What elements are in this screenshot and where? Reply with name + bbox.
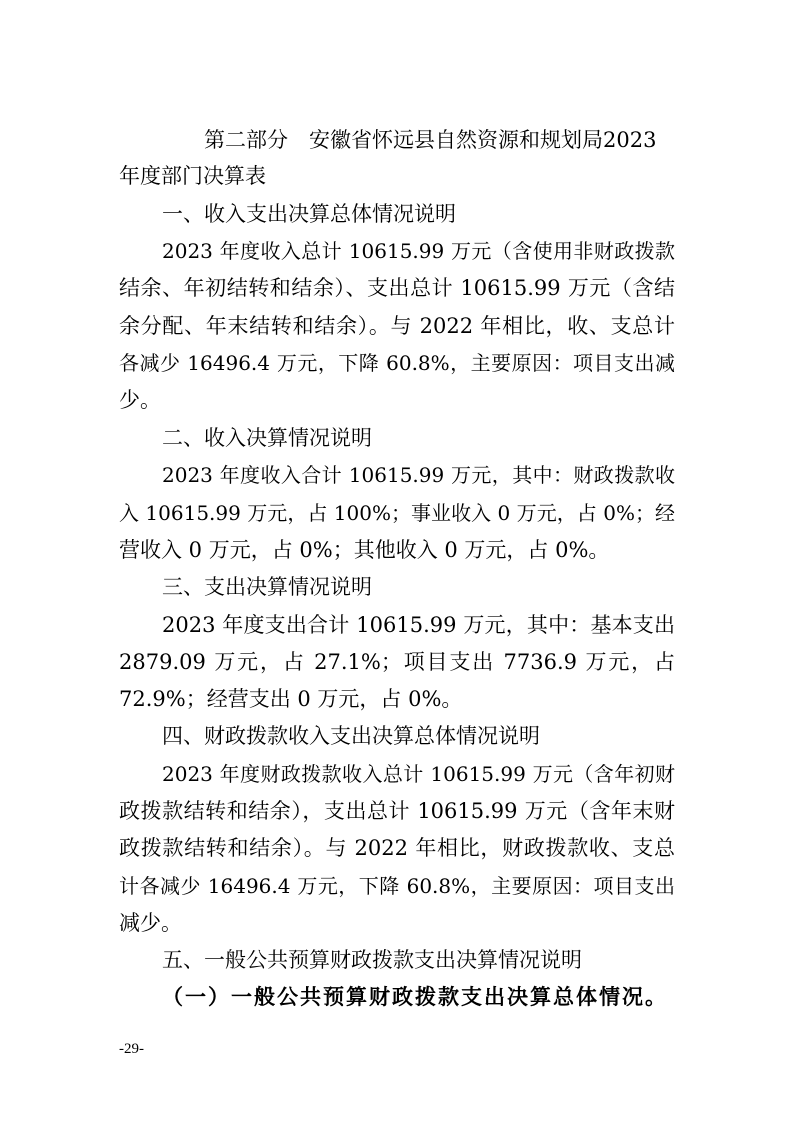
section-1-line-3: 余分配、年末结转和结余）。与 2022 年相比，收、支总计: [119, 314, 675, 338]
document-title-line-1: 第二部分 安徽省怀远县自然资源和规划局2023: [204, 128, 657, 152]
section-4-line-5: 减少。: [119, 911, 182, 935]
section-4-line-4: 计各减少 16496.4 万元，下降 60.8%，主要原因：项目支出: [119, 874, 675, 898]
section-2-heading: 二、收入决算情况说明: [162, 426, 372, 450]
section-3-line-1: 2023 年度支出合计 10615.99 万元，其中：基本支出: [162, 613, 675, 637]
section-4-heading: 四、财政拨款收入支出决算总体情况说明: [162, 724, 540, 748]
section-4-line-2: 政拨款结转和结余），支出总计 10615.99 万元（含年末财: [119, 799, 675, 823]
section-3-heading: 三、支出决算情况说明: [162, 575, 372, 599]
section-5-subheading: （一）一般公共预算财政拨款支出决算总体情况。: [162, 984, 668, 1009]
section-5-heading: 五、一般公共预算财政拨款支出决算情况说明: [162, 948, 582, 972]
section-1-line-2: 结余、年初结转和结余）、支出总计 10615.99 万元（含结: [119, 276, 675, 300]
document-title-line-2: 年度部门决算表: [119, 164, 266, 188]
section-1-heading: 一、收入支出决算总体情况说明: [162, 202, 456, 226]
section-1-line-4: 各减少 16496.4 万元，下降 60.8%，主要原因：项目支出减: [119, 351, 675, 375]
section-1-line-5: 少。: [119, 388, 161, 412]
section-3-line-3: 72.9%；经营支出 0 万元，占 0%。: [119, 687, 463, 711]
section-2-line-2: 入 10615.99 万元，占 100%；事业收入 0 万元，占 0%；经: [119, 501, 675, 525]
section-4-line-3: 政拨款结转和结余）。与 2022 年相比，财政拨款收、支总: [119, 836, 675, 860]
section-1-line-1: 2023 年度收入总计 10615.99 万元（含使用非财政拨款: [162, 239, 675, 263]
section-4-line-1: 2023 年度财政拨款收入总计 10615.99 万元（含年初财: [162, 762, 675, 786]
section-2-line-1: 2023 年度收入合计 10615.99 万元，其中：财政拨款收: [162, 463, 675, 487]
section-2-line-3: 营收入 0 万元，占 0%；其他收入 0 万元，占 0%。: [119, 538, 610, 562]
page-number: -29-: [119, 1041, 144, 1057]
section-3-line-2: 2879.09 万元，占 27.1%；项目支出 7736.9 万元，占: [119, 650, 675, 674]
